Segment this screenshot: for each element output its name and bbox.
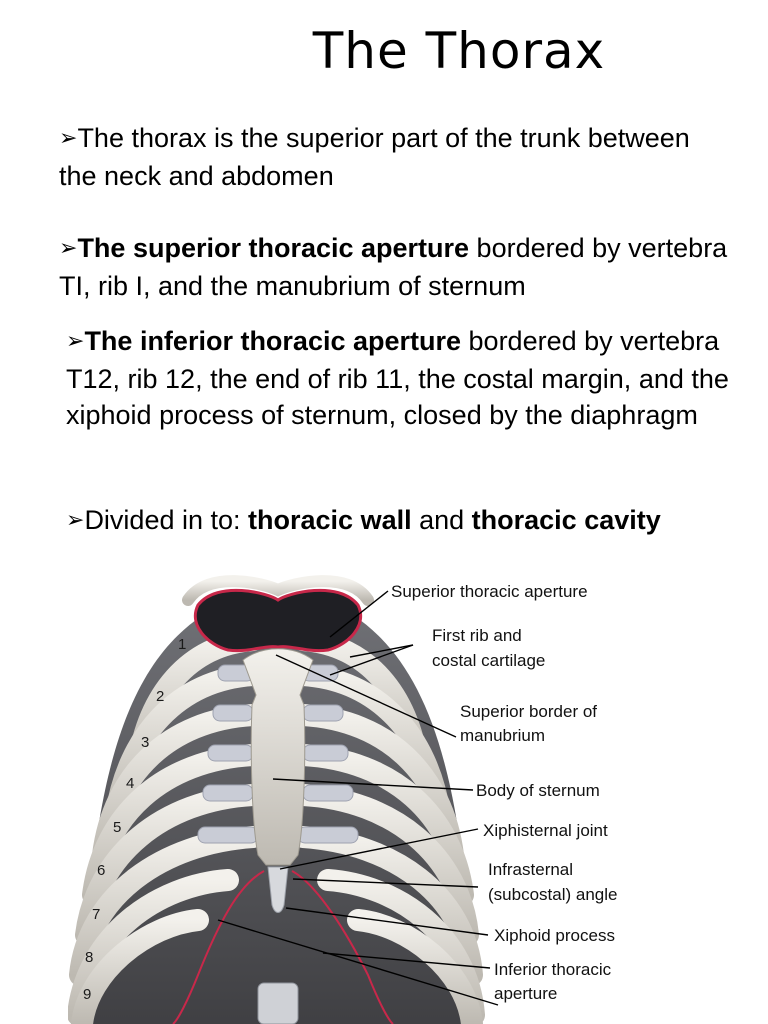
rib-number: 5 bbox=[113, 819, 122, 836]
label-xiphisternal-joint: Xiphisternal joint bbox=[483, 821, 608, 840]
term-thoracic-cavity: thoracic cavity bbox=[471, 505, 661, 535]
term-thoracic-wall: thoracic wall bbox=[248, 505, 412, 535]
bullet-bold-term: The inferior thoracic aperture bbox=[84, 326, 462, 356]
bullet-text: bordered by vertebra TI, rib I, and the manubrium of sternum bbox=[59, 233, 728, 301]
bullet-superior-aperture bbox=[59, 230, 759, 304]
rib-number: 8 bbox=[85, 949, 94, 966]
bullet-arrow-icon: ➢ bbox=[66, 328, 85, 353]
rib-number: 1 bbox=[178, 636, 187, 653]
label-xiphoid-process: Xiphoid process bbox=[494, 926, 615, 945]
label-superior-border: Superior border of bbox=[460, 702, 598, 721]
bullet-conjunction: and bbox=[411, 505, 472, 535]
bullet-arrow-icon: ➢ bbox=[66, 507, 85, 532]
rib-number: 6 bbox=[97, 862, 106, 879]
thorax-figure bbox=[68, 575, 642, 1024]
spine bbox=[258, 983, 298, 1024]
bullet-inferior-aperture bbox=[66, 323, 756, 433]
label-inferior-aperture: aperture bbox=[494, 984, 558, 1003]
bullet-bold-term: The superior thoracic aperture bbox=[77, 233, 470, 263]
rib-number: 4 bbox=[126, 775, 135, 792]
bullet-thorax-definition bbox=[59, 120, 719, 194]
rib-number: 9 bbox=[83, 986, 92, 1003]
label-first-rib: First rib and bbox=[432, 626, 522, 645]
rib-cage-illustration bbox=[68, 575, 642, 1024]
label-superior-border: manubrium bbox=[460, 726, 546, 745]
superior-aperture-outline bbox=[195, 590, 360, 650]
label-infrasternal-angle: (subcostal) angle bbox=[488, 885, 618, 904]
label-body-of-sternum: Body of sternum bbox=[476, 781, 600, 800]
bullet-arrow-icon: ➢ bbox=[59, 125, 78, 150]
page-title: The Thorax bbox=[312, 22, 606, 80]
bullet-arrow-icon: ➢ bbox=[59, 235, 78, 260]
bullet-divisions bbox=[66, 502, 766, 540]
bullet-text: The thorax is the superior part of the trunk between the neck and abdomen bbox=[59, 123, 690, 191]
bullet-prefix: Divided in to: bbox=[84, 505, 249, 535]
label-infrasternal-angle: Infrasternal bbox=[488, 860, 574, 879]
rib-number: 7 bbox=[92, 906, 101, 923]
label-superior-aperture: Superior thoracic aperture bbox=[391, 582, 588, 601]
label-first-rib: costal cartilage bbox=[432, 651, 546, 670]
rib-number: 2 bbox=[156, 688, 165, 705]
label-inferior-aperture: Inferior thoracic bbox=[494, 960, 612, 979]
rib-number: 3 bbox=[141, 734, 150, 751]
bullet-text: bordered by vertebra T12, rib 12, the end of rib 11, the costal margin, and the xiphoid process of sternum, closed by the diaphragm bbox=[66, 326, 729, 430]
